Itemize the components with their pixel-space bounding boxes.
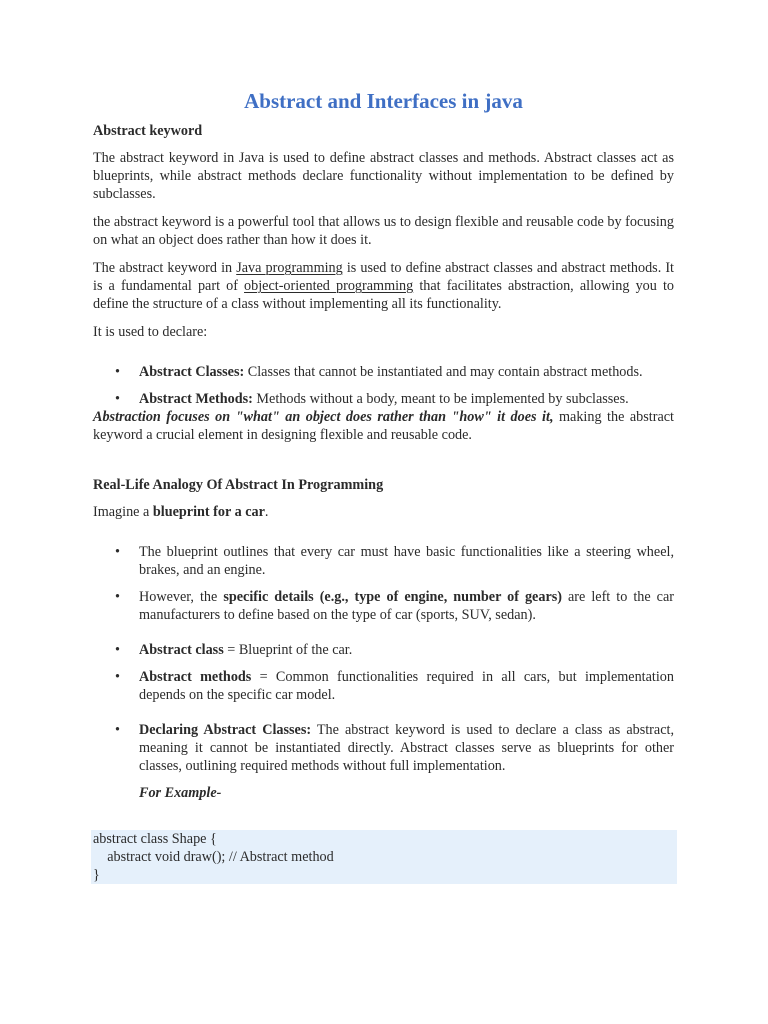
java-programming-link[interactable]: Java programming (236, 260, 343, 276)
mapping-list (93, 641, 674, 704)
list-item (93, 641, 674, 659)
text-span: making the abstract keyword a crucial element in designing flexible and reusable code. (93, 409, 674, 443)
section-heading-analogy: Real-Life Analogy Of Abstract In Programming (93, 477, 384, 493)
section-heading-abstract-keyword: Abstract keyword (93, 123, 203, 139)
list-text: Methods without a body, meant to be implemented by subclasses. (252, 391, 629, 407)
text-span: is used to define abstract classes and abstract methods. It is a fundamental part of (93, 260, 674, 294)
text-span: that facilitates abstraction, allowing you to define the structure of a class without implementing all its functionality. (93, 278, 674, 312)
bold-term: Abstract Classes: (139, 364, 245, 380)
paragraph-intro: The abstract keyword in Java is used to define abstract classes and methods. Abstract classes act as blueprints, while abstract methods declare functionality without implementation to be defined by subclasses. (93, 150, 674, 202)
bold-term: Abstract Methods: (139, 391, 253, 407)
oop-link[interactable]: object-oriented programming (244, 278, 414, 294)
declaring-list (93, 721, 674, 775)
bold-term: Declaring Abstract Classes: (139, 722, 312, 738)
bold-term: blueprint for a car (152, 504, 265, 520)
paragraph-tool: the abstract keyword is a powerful tool that allows us to design flexible and reusable code by focusing on what an object does rather than how it does it. (93, 214, 674, 248)
declare-list (93, 363, 674, 408)
list-item (93, 363, 674, 381)
analogy-list (93, 543, 674, 624)
code-line: abstract class Shape { (93, 831, 217, 847)
paragraph-programming (93, 259, 674, 313)
list-text: = Common functionalities required in all cars, but implementation depends on the specific car model. (139, 669, 674, 703)
list-item (93, 721, 674, 775)
list-item (93, 588, 674, 624)
list-item: • The blueprint outlines that every car must have basic functionalities like a steering wheel, brakes, and an engine. (93, 543, 674, 579)
list-text: Classes that cannot be instantiated and may contain abstract methods. (244, 364, 643, 380)
code-line: abstract void draw(); // Abstract method (93, 849, 334, 865)
bold-term: specific details (e.g., type of engine, number of gears) (223, 589, 562, 605)
code-line: } (93, 867, 100, 883)
list-text: The abstract keyword is used to declare a class as abstract, meaning it cannot be instantiated directly. Abstract classes serve as blueprints for other classes, outlining required methods without full implementation. (139, 722, 674, 774)
code-block (91, 830, 677, 884)
example-label: For Example- (139, 785, 222, 801)
bold-term: Abstract class (139, 642, 224, 658)
list-item (93, 668, 674, 704)
text-span: However, the (139, 589, 224, 605)
page-title: Abstract and Interfaces in java (244, 89, 523, 113)
paragraph-emphasis (93, 408, 674, 444)
text-span: . (264, 504, 269, 520)
text-span: are left to the car manufacturers to define based on the type of car (sports, SUV, sedan). (139, 589, 674, 623)
list-text: = Blueprint of the car. (223, 642, 353, 658)
emphasis-text: Abstraction focuses on "what" an object does rather than "how" it does it, (93, 409, 554, 425)
paragraph-imagine (93, 503, 674, 521)
paragraph-declare: It is used to declare: (93, 324, 208, 340)
list-item (93, 390, 674, 408)
document-page (93, 88, 674, 802)
text-span: The abstract keyword in (93, 260, 237, 276)
text-span: Imagine a (93, 504, 153, 520)
bold-term: Abstract methods (139, 669, 252, 685)
